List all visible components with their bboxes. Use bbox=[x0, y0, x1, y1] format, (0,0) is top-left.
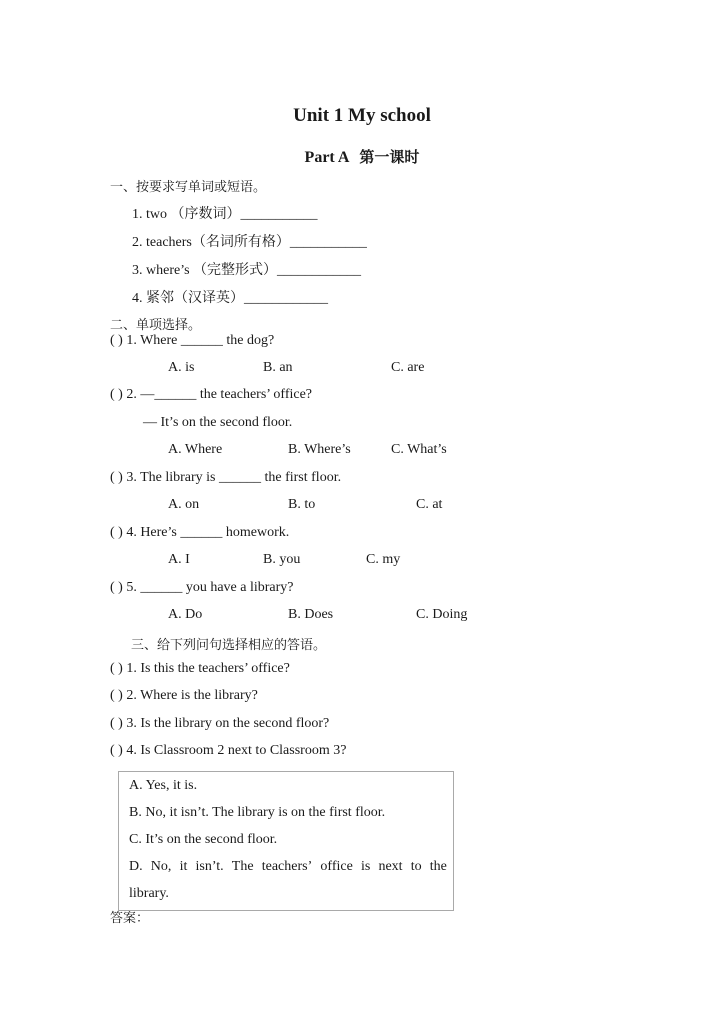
match-question-4: ( ) 4. Is Classroom 2 next to Classroom 3? bbox=[110, 743, 347, 758]
mc-q2-option-c: C. What’s bbox=[391, 442, 447, 457]
mc-q3-option-b: B. to bbox=[288, 497, 316, 512]
answer-choice-d-word: The bbox=[231, 859, 254, 874]
match-question-1: ( ) 1. Is this the teachers’ office? bbox=[110, 661, 290, 676]
section1-item-1: 1. two （序数词）___________ bbox=[132, 207, 318, 222]
mc-q3-option-a: A. on bbox=[168, 497, 200, 512]
answer-choice-d-word: isn’t. bbox=[195, 859, 224, 874]
answer-choice-d-word: next bbox=[378, 859, 403, 874]
answer-choice-d bbox=[129, 859, 447, 875]
lesson-label: 第一课时 bbox=[359, 148, 420, 166]
answer-label: 答案： bbox=[110, 911, 150, 926]
answer-choice-d-word: it bbox=[179, 859, 188, 874]
answer-choices-box bbox=[118, 771, 454, 911]
section1-item-3: 3. where’s （完整形式）____________ bbox=[132, 263, 362, 278]
section2-heading: 二、单项选择。 bbox=[110, 318, 202, 333]
part-label: Part A bbox=[304, 149, 350, 166]
section3-heading: 三、给下列问句选择相应的答语。 bbox=[131, 638, 327, 653]
answer-choice-d-word: D. bbox=[129, 859, 143, 874]
page-title: Unit 1 My school bbox=[293, 105, 431, 126]
answer-choice-d-word: teachers’ bbox=[261, 859, 313, 874]
answer-choice-b: B. No, it isn’t. The library is on the first floor. bbox=[129, 805, 386, 820]
mc-question-5: ( ) 5. ______ you have a library? bbox=[110, 580, 294, 595]
mc-q4-option-a: A. I bbox=[168, 552, 190, 567]
answer-choice-d-word: office bbox=[320, 859, 353, 874]
match-question-3: ( ) 3. Is the library on the second floor? bbox=[110, 716, 330, 731]
answer-choice-d-word: No, bbox=[150, 859, 172, 874]
answer-choice-d-word: is bbox=[360, 859, 371, 874]
answer-choice-d-word: to bbox=[410, 859, 422, 874]
answer-choice-d-word: the bbox=[429, 859, 447, 874]
mc-question-2: ( ) 2. —______ the teachers’ office? bbox=[110, 387, 313, 402]
section1-item-4: 4. 紧邻（汉译英）____________ bbox=[132, 291, 328, 306]
answer-choice-a: A. Yes, it is. bbox=[129, 778, 198, 793]
mc-q5-option-b: B. Does bbox=[288, 607, 334, 622]
mc-question-1: ( ) 1. Where ______ the dog? bbox=[110, 333, 275, 348]
mc-q2-reply: — It’s on the second floor. bbox=[143, 415, 293, 430]
mc-q1-option-a: A. is bbox=[168, 360, 195, 375]
match-question-2: ( ) 2. Where is the library? bbox=[110, 688, 258, 703]
mc-q4-option-c: C. my bbox=[366, 552, 401, 567]
mc-q3-option-c: C. at bbox=[416, 497, 443, 512]
page-subtitle bbox=[0, 146, 724, 167]
mc-q5-option-c: C. Doing bbox=[416, 607, 468, 622]
section1-item-2: 2. teachers（名词所有格）___________ bbox=[132, 235, 367, 250]
answer-choice-c: C. It’s on the second floor. bbox=[129, 832, 278, 847]
mc-q2-option-a: A. Where bbox=[168, 442, 223, 457]
mc-q5-option-a: A. Do bbox=[168, 607, 203, 622]
mc-q2-option-b: B. Where’s bbox=[288, 442, 351, 457]
mc-question-3: ( ) 3. The library is ______ the first floor. bbox=[110, 470, 342, 485]
mc-q4-option-b: B. you bbox=[263, 552, 301, 567]
mc-question-4: ( ) 4. Here’s ______ homework. bbox=[110, 525, 290, 540]
answer-choice-d-continued: library. bbox=[129, 886, 169, 901]
mc-q1-option-b: B. an bbox=[263, 360, 293, 375]
section1-heading: 一、按要求写单词或短语。 bbox=[110, 180, 267, 195]
mc-q1-option-c: C. are bbox=[391, 360, 425, 375]
